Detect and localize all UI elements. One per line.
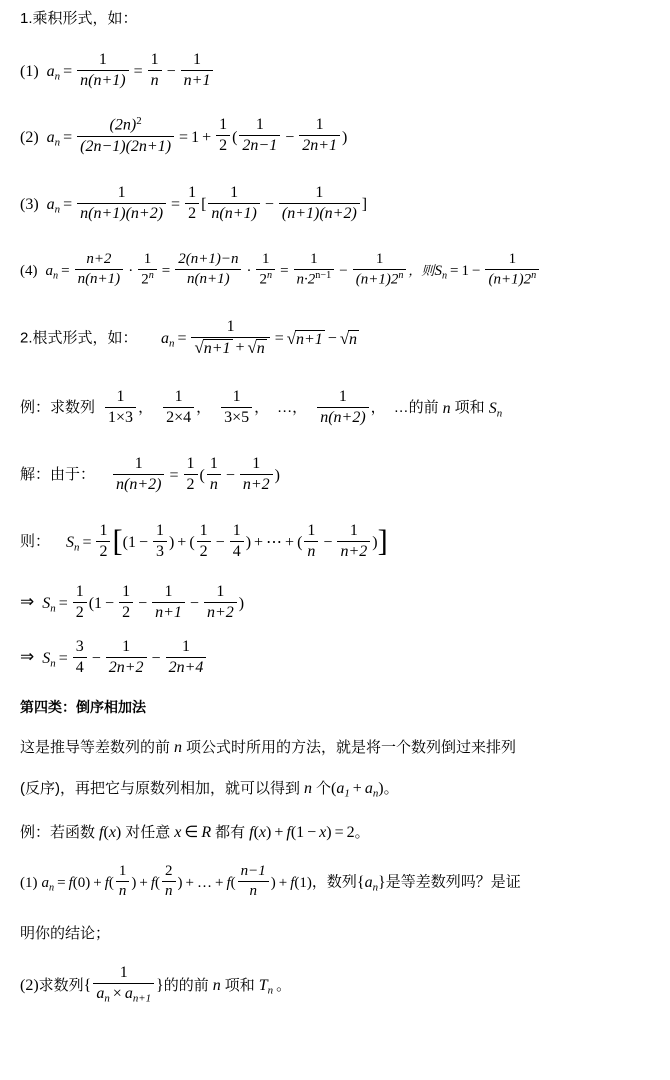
- section4-example: 例：若函数 f(x) 对任意 x ∈ R 都有 f(x) + f(1 − x) = 2。: [20, 823, 370, 841]
- heading-radical-form-text: 2.根式形式，如：: [20, 330, 138, 348]
- section4-heading-text: 第四类：倒序相加法: [20, 699, 146, 716]
- heading-product-form-text: 1.乘积形式，如：: [20, 10, 138, 27]
- implication-2: ⇒ $S_n$ = $\frac{3}{4}$ − $\frac{1}{2n+2}$ − $\frac{1}{2n+4}$: [0, 638, 670, 679]
- section4-paragraph-line1: 这是推导等差数列的前 n 项公式时所用的方法，就是将一个数列倒过来排列: [20, 739, 517, 757]
- formula-3: (3) $a_n$ = $\frac{1}{n(n+1)(n+2)}$ = $\frac{1}{2}$ [ $\frac{1}{n(n+1)}$ − $\frac{1}{(n+1)(n+2)}$ ]: [20, 183, 368, 222]
- question-2: (2)求数列{ $\frac{1}{a_n \times a_{n+1}}$ }的的前 n 项和 $T_n$ 。: [20, 963, 292, 1005]
- sqrt-icon: √: [339, 329, 350, 349]
- formula-3-label: (3): [20, 195, 39, 213]
- solution-text: 由于：: [50, 466, 96, 484]
- sqrt-icon: √: [194, 337, 204, 357]
- formula-2: (2) $a_n$ = $\frac{(2n)^2}{(2n-1)(2n+1)}$ = 1 + $\frac{1}{2}$ ( $\frac{1}{2n-1}$ − $\frac{1}{2n+1}$ ): [20, 115, 348, 155]
- sqrt-icon: √: [286, 329, 296, 349]
- then-prefix: 则：: [20, 533, 51, 551]
- example-sequence: 例：求数列 $\frac{1}{1\times 3}$ ， $\frac{1}{2\times 4}$ ， $\frac{1}{3\times 5}$ ， …， $\frac{1}{n(n+2)}$ ， …的前 n 项和 $S_n$: [20, 387, 503, 426]
- solution-line: 解：由于： $\frac{1}{n(n+2)}$ = $\frac{1}{2}$ ( $\frac{1}{n}$ − $\frac{1}{n+2}$ ): [20, 454, 280, 493]
- formula-radical: $a_n$ = $\frac{1}{√n+1 + √n}$ = √n+1 − √n: [161, 317, 358, 357]
- example-prefix: 例：: [20, 399, 51, 417]
- formula-1-an: a: [46, 63, 55, 81]
- implies-icon: ⇒: [20, 592, 35, 612]
- question-1: (1) $a_n = f(0) + f$( $\frac{1}{n}$ ) + f( $\frac{2}{n}$ ) + … + f( $\frac{n-1}{n}$ ) + f(1)，数列$\{a_n\}$是等差数列吗？是证: [20, 863, 521, 900]
- formula-4-label: (4): [20, 262, 38, 279]
- formula-1: (1) $a_n$ = $\frac{1}{n(n+1)}$ = $\frac{1}{n}$ − $\frac{1}{n+1}$: [0, 52, 670, 93]
- section4-paragraph-line2: (反序)，再把它与原数列相加，就可以得到 n 个$(a_1 + a_n)$。: [20, 780, 399, 800]
- heading-product-form: [0, 0, 670, 28]
- heading-radical-form: [0, 318, 670, 360]
- formula-4: (4) $a_n$ = $\frac{n+2}{n(n+1)}$ · $\frac{1}{2^n}$ = $\frac{2(n+1)-n}{n(n+1)}$ · $\frac{1}{2^n}$ = $\frac{1}{n\cdot 2^{n-1}}$ − $\frac{1}{(n+1)2^n}$ ，则$S_n = 1$ − $\frac{1}{(n+1)2^n}$: [0, 252, 670, 291]
- question-1-label: (1): [20, 874, 38, 891]
- then-line: 则： $S_n$ = $\frac{1}{2}$ [(1 − $\frac{1}{3}$ ) + ( $\frac{1}{2}$ − $\frac{1}{4}$ ) + ⋯ + ( $\frac{1}{n}$ − $\frac{1}{n+2}$ )]: [20, 521, 388, 560]
- sqrt-icon: √: [247, 337, 257, 357]
- example2-prefix: 例：: [20, 823, 51, 841]
- formula-2-label: (2): [20, 128, 39, 146]
- example-text: 求数列: [50, 399, 96, 417]
- question-2-label: (2): [20, 976, 39, 994]
- formula-1-label: (1): [20, 63, 39, 81]
- implication-1: ⇒ $S_n$ = $\frac{1}{2}$ (1 − $\frac{1}{2}$ − $\frac{1}{n+1}$ − $\frac{1}{n+2}$ ): [20, 582, 245, 621]
- implies-icon: ⇒: [20, 647, 35, 667]
- question-1-cont: 明你的结论；: [20, 924, 111, 942]
- solution-prefix: 解：: [20, 466, 51, 484]
- section4-heading: [0, 699, 670, 716]
